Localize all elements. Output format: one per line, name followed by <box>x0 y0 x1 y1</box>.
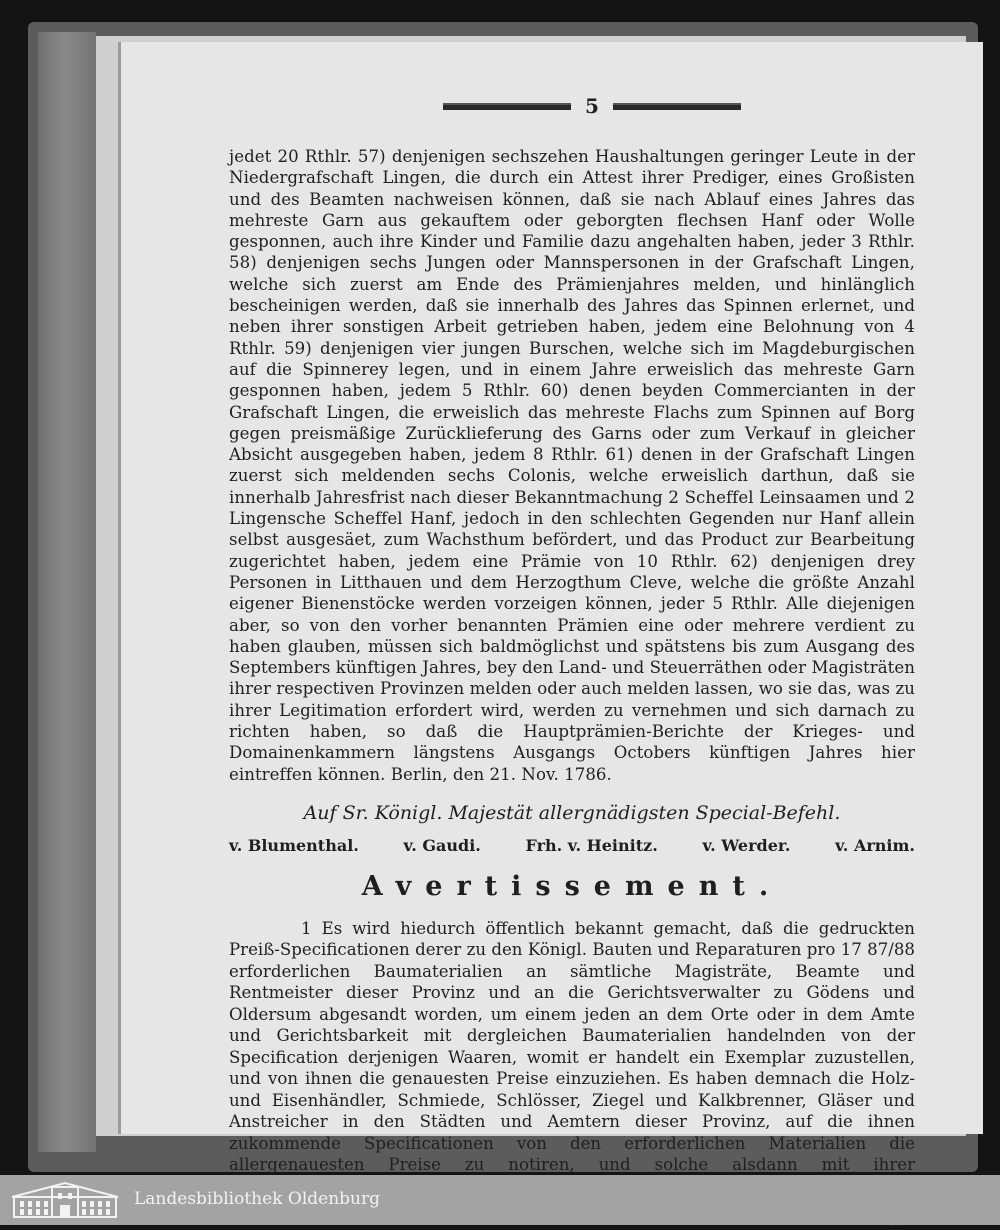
signatory: v. Werder. <box>702 835 791 855</box>
scanned-page <box>118 42 983 1174</box>
avertissement-paragraph: 1 Es wird hiedurch öffentlich bekannt gemacht, daß die gedruckten Preiß-Specificationen derer zu den Königl. Bauten und Reparaturen pro 17 87/88 erforderlichen Baumaterialien an sämtliche Magisträte, Beamte und Rentmeister dieser Provinz und an die Gerichtsverwalter zu Gödens und Oldersum abgesandt worden, um einem jeden an dem Orte oder in dem Amte und Gerichtsbarkeit mit dergleichen Baumaterialien handelnden von der Specification derjenigen Waaren, womit er handelt ein Exemplar zuzustellen, und von ihnen die genauesten Preise einzuziehen. Es haben demnach die Holz- und Eisenhändler, Schmiede, Schlösser, Ziegel und Kalkbrenner, Gläser und Anstreicher in den Städten und Aemtern dieser Provinz, auf die ihnen zukommende Specificationen von den erforderlichen Materialien die allergenauesten Preise zu notiren, und solche alsdann mit ihrer <box>229 918 915 1174</box>
signatory: Frh. v. Heinitz. <box>525 835 658 855</box>
signatory: v. Arnim. <box>835 835 915 855</box>
section-heading: Avertissement. <box>361 870 783 902</box>
library-building-logo-icon <box>8 1179 122 1221</box>
page-header <box>269 94 915 118</box>
library-name: Landesbibliothek Oldenburg <box>134 1189 381 1209</box>
signatory: v. Blumenthal. <box>229 835 359 855</box>
page-number: 5 <box>585 94 599 118</box>
page-content <box>229 94 915 1230</box>
header-rule-right <box>613 103 741 110</box>
premium-list-paragraph: jedet 20 Rthlr. 57) denjenigen sechszehen Haushaltungen geringer Leute in der Niedergrafschaft Lingen, die durch ein Attest ihrer Prediger, eines Großisten und des Beamten nachweisen können, daß sie nach Ablauf eines Jahres das mehreste Garn aus gekauftem oder geborgten flechsen Hanf oder Wolle gesponnen, auch ihre Kinder und Familie dazu angehalten haben, jeder 3 Rthlr. 58) denjenigen sechs Jungen oder Mannspersonen in der Grafschaft Lingen, welche sich zuerst am Ende des Prämienjahres melden, und hinlänglich bescheinigen werden, daß sie innerhalb des Jahres das Spinnen erlernet, und neben ihrer sonstigen Arbeit getrieben haben, jedem eine Belohnung von 4 Rthlr. 59) denjenigen vier jungen Burschen, welche sich im Magdeburgischen auf die Spinnerey legen, und in einem Jahre erweislich das mehreste Garn gesponnen haben, jedem 5 Rthlr. 60) denen beyden Commercianten in der Grafschaft Lingen, die erweislich das mehreste Flachs zum Spinnen auf Borg gegen preismäßige Zurücklieferung des Garns oder zum Verkauf in gleicher Absicht ausgegeben haben, jedem 8 Rthlr. 61) denen in der Grafschaft Lingen zuerst sich meldenden sechs Colonis, welche erweislich darthun, daß sie innerhalb Jahresfrist nach dieser Bekanntmachung 2 Scheffel Leinsaamen und 2 Lingensche Scheffel Hanf, jedoch in den schlechten Gegenden nur Hanf allein selbst ausgesäet, zum Wachsthum befördert, und das Product zur Bearbeitung zugerichtet haben, jedem eine Prämie von 10 Rthlr. 62) denjenigen drey Personen in Litthauen und dem Herzogthum Cleve, welche die größte Anzahl eigener Bienenstöcke werden vorzeigen können, jeder 5 Rthlr. Alle diejenigen aber, so von den vorher benannten Prämien eine oder mehrere verdient zu haben glauben, müssen sich baldmöglichst und spätstens bis zum Ausgang des Septembers künftigen Jahres, bey den Land- und Steuerräthen oder Magisträten ihrer respectiven Provinzen melden oder auch melden lassen, wo sie das, was zu ihrer Legitimation erfordert wird, werden zu vernehmen und sich darnach zu richten haben, so daß die Hauptprämien-Berichte der Krieges- und Domainenkammern längstens Ausgangs Octobers künftigen Jahres hier eintreffen können. Berlin, den 21. Nov. 1786. <box>229 147 915 784</box>
royal-order-line: Auf Sr. Königl. Majestät allergnädigsten Special-Befehl. <box>303 801 841 824</box>
library-footer <box>0 1175 1000 1225</box>
signatory: v. Gaudi. <box>403 835 481 855</box>
signatories-row <box>229 836 915 855</box>
header-rule-left <box>443 103 571 110</box>
book-spine <box>38 32 96 1152</box>
